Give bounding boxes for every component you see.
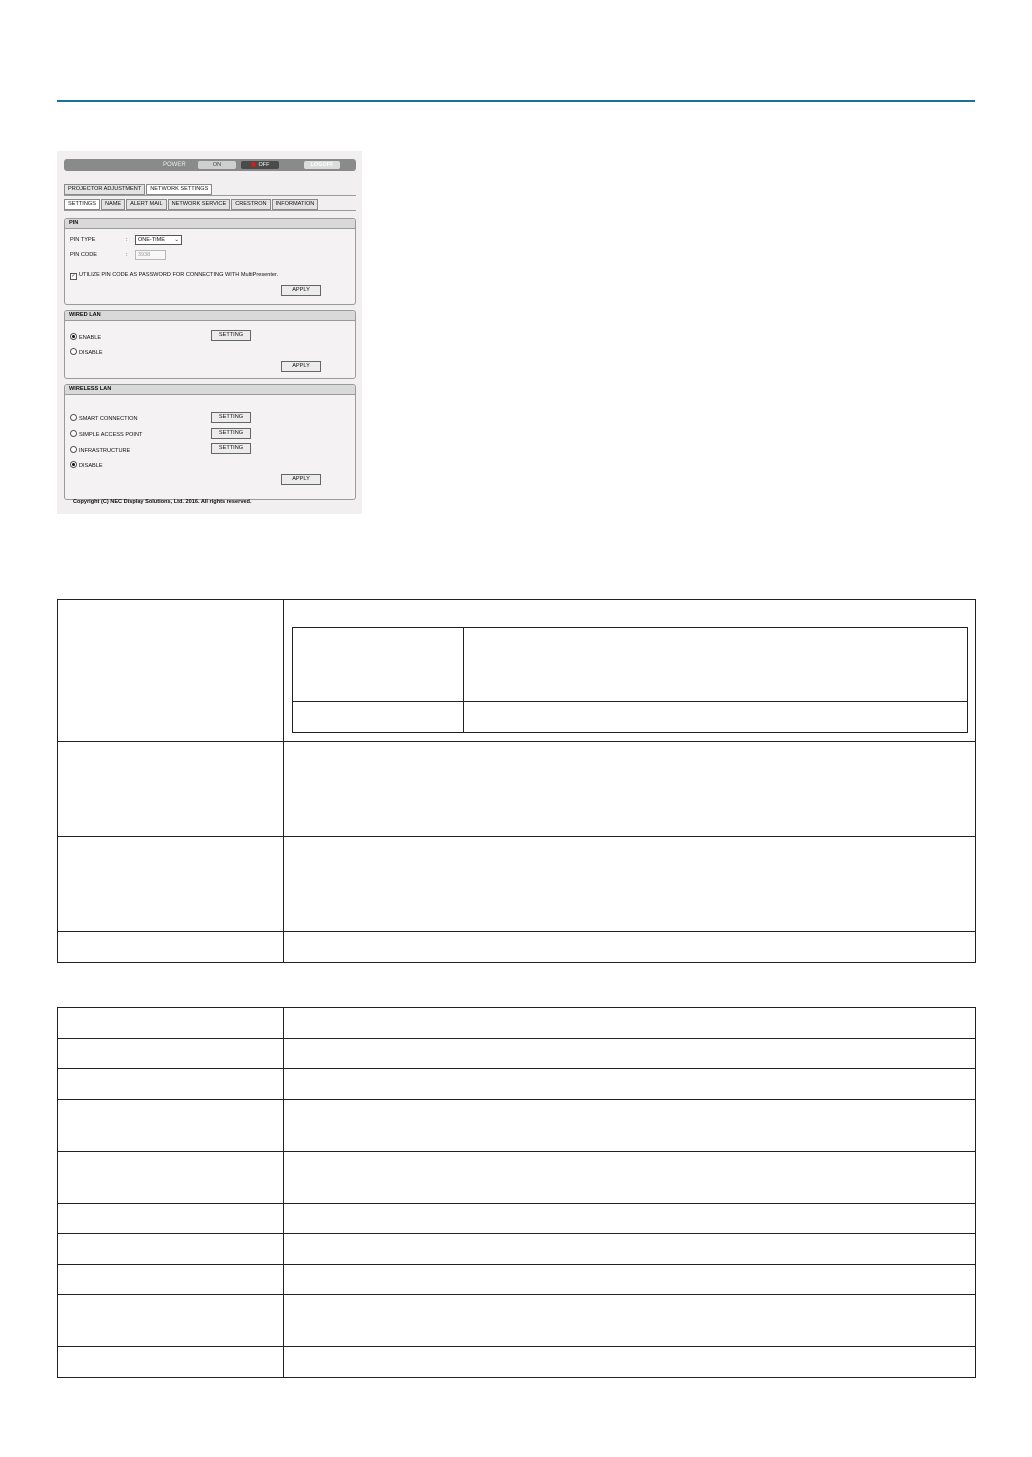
table-row xyxy=(57,1151,976,1152)
pin-apply-button[interactable]: APPLY xyxy=(281,285,321,296)
tab-network-settings[interactable]: NETWORK SETTINGS xyxy=(146,184,212,195)
pin-type-select[interactable] xyxy=(135,235,182,245)
copyright-text: Copyright (C) NEC Display Solutions, Ltd. 2016. All rights reserved. xyxy=(73,499,252,505)
pin-panel xyxy=(64,218,356,305)
header-rule xyxy=(57,100,975,102)
information-table xyxy=(57,1007,976,1378)
table-row xyxy=(57,1099,976,1100)
wireless-apply-button[interactable]: APPLY xyxy=(281,474,321,485)
wired-lan-panel xyxy=(64,310,356,379)
table-row xyxy=(57,931,976,932)
sub-tabs xyxy=(64,199,319,210)
wired-enable-radio[interactable] xyxy=(70,333,77,340)
wireless-option-smart-connection[interactable] xyxy=(70,414,138,422)
tab-alert-mail[interactable]: ALERT MAIL xyxy=(126,199,166,210)
power-label: POWER xyxy=(163,162,186,168)
table-row xyxy=(57,1068,976,1069)
wireless-lan-title: WIRELESS LAN xyxy=(65,385,355,395)
power-on-button[interactable]: ON xyxy=(198,161,236,169)
wired-enable-row[interactable] xyxy=(70,333,101,341)
tab-name[interactable]: NAME xyxy=(101,199,125,210)
pin-type-colon: : xyxy=(126,237,128,243)
simple-access-point-setting-button[interactable]: SETTING xyxy=(211,428,251,439)
infrastructure-setting-button[interactable]: SETTING xyxy=(211,443,251,454)
utilize-pin-label: UTILIZE PIN CODE AS PASSWORD FOR CONNECTING WITH MultiPresenter. xyxy=(79,272,279,278)
utilize-pin-checkbox[interactable]: ✓ xyxy=(71,273,76,279)
wireless-option-disable[interactable] xyxy=(70,461,103,469)
wired-disable-label: DISABLE xyxy=(79,350,103,356)
smart-connection-radio[interactable] xyxy=(70,414,77,421)
wired-enable-label: ENABLE xyxy=(79,335,102,341)
power-bar xyxy=(64,159,356,171)
wired-disable-row[interactable] xyxy=(70,348,103,356)
simple-access-point-label: SIMPLE ACCESS POINT xyxy=(79,432,143,438)
tab-crestron[interactable]: CRESTRON xyxy=(231,199,270,210)
wireless-option-simple-access-point[interactable] xyxy=(70,430,142,438)
tab-information[interactable]: INFORMATION xyxy=(272,199,319,210)
subtab-divider xyxy=(64,210,356,211)
wired-disable-radio[interactable] xyxy=(70,348,77,355)
infrastructure-label: INFRASTRUCTURE xyxy=(79,448,131,454)
pin-code-colon: : xyxy=(126,252,128,258)
nested-column-divider xyxy=(463,627,464,733)
wired-lan-title: WIRED LAN xyxy=(65,311,355,321)
table-column-divider xyxy=(283,599,284,963)
main-tabs xyxy=(64,184,213,195)
wired-setting-button[interactable]: SETTING xyxy=(211,330,251,341)
wireless-disable-label: DISABLE xyxy=(79,463,103,469)
tab-settings[interactable]: SETTINGS xyxy=(64,199,100,210)
simple-access-point-radio[interactable] xyxy=(70,430,77,437)
table-row xyxy=(57,836,976,837)
smart-connection-setting-button[interactable]: SETTING xyxy=(211,412,251,423)
logoff-button[interactable]: LOGOFF xyxy=(304,161,340,169)
wired-apply-button[interactable]: APPLY xyxy=(281,361,321,372)
wireless-lan-panel xyxy=(64,384,356,500)
tab-projector-adjustment[interactable]: PROJECTOR ADJUSTMENT xyxy=(64,184,145,195)
table-row xyxy=(57,1038,976,1039)
network-settings-screenshot xyxy=(57,151,362,514)
pin-code-field[interactable]: 3938 xyxy=(135,250,166,260)
pin-code-label: PIN CODE xyxy=(70,252,98,258)
table-row xyxy=(57,1346,976,1347)
tab-divider xyxy=(64,195,356,196)
pin-type-label: PIN TYPE xyxy=(70,237,96,243)
table-row xyxy=(57,1264,976,1265)
infrastructure-radio[interactable] xyxy=(70,446,77,453)
nested-table-row xyxy=(292,701,968,702)
utilize-pin-row xyxy=(70,272,278,280)
power-off-button[interactable] xyxy=(241,161,279,169)
table-row xyxy=(57,1294,976,1295)
chevron-down-icon: ⌄ xyxy=(174,237,179,243)
table-column-divider xyxy=(283,1007,284,1378)
wireless-disable-radio[interactable] xyxy=(70,461,77,468)
power-indicator-icon xyxy=(251,162,256,167)
pin-title: PIN xyxy=(65,219,355,229)
tab-network-service[interactable]: NETWORK SERVICE xyxy=(168,199,231,210)
nested-table xyxy=(292,627,968,733)
table-row xyxy=(57,1203,976,1204)
power-off-label: OFF xyxy=(258,162,270,168)
pin-type-value: ONE-TIME xyxy=(138,237,165,243)
table-row xyxy=(57,1233,976,1234)
smart-connection-label: SMART CONNECTION xyxy=(79,416,138,422)
table-row xyxy=(57,741,976,742)
wireless-option-infrastructure[interactable] xyxy=(70,446,130,454)
